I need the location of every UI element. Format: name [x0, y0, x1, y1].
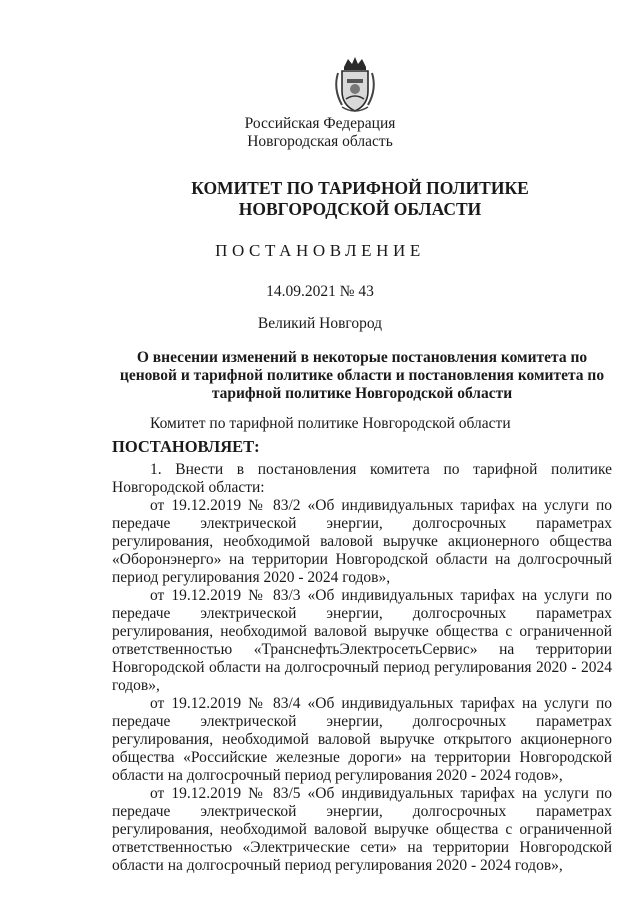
paragraph-1: 1. Внести в постановления комитета по тарифной политике Новгородской области: [112, 461, 612, 496]
decree-word: ПОСТАНОВЛЯЕТ: [112, 437, 260, 456]
document-type: ПОСТАНОВЛЕНИЕ [215, 241, 425, 260]
country-line: Российская Федерация [244, 115, 396, 132]
coat-of-arms-icon [330, 55, 380, 115]
city: Великий Новгород [257, 315, 383, 332]
paragraph-2: от 19.12.2019 № 83/2 «Об индивидуальных тарифах на услуги по передаче электрической энергии, долгосрочных параметрах регулирования, необходимой валовой выручке акционерного общества «Оборонэнерго» на территории Новгородской области на долгосрочный период регулирования 2020 - 2024 годов», [112, 497, 612, 586]
date-number: 14.09.2021 № 43 [266, 283, 374, 300]
paragraph-3: от 19.12.2019 № 83/3 «Об индивидуальных тарифах на услуги по передаче электрической энергии, долгосрочных параметрах регулирования, необходимой валовой выручке общества с ограниченной ответственностью «ТранснефтьЭлектросетьСервис» на территории Новгородской области на долгосрочный период регулирования 2020 - 2024 годов», [112, 587, 612, 694]
subject-title: О внесении изменений в некоторые постановления комитета по ценовой и тарифной политике области и постановления комитета по тарифной политике Новгородской области [119, 349, 605, 402]
document-body [112, 461, 612, 875]
paragraph-4: от 19.12.2019 № 83/4 «Об индивидуальных тарифах на услуги по передаче электрической энергии, долгосрочных параметрах регулирования, необходимой валовой выручке открытого акционерного общества «Российские железные дороги» на территории Новгородской области на долгосрочный период регулирования 2020 - 2024 годов», [112, 695, 612, 784]
paragraph-5: от 19.12.2019 № 83/5 «Об индивидуальных тарифах на услуги по передаче электрической энергии, долгосрочных параметрах регулирования, необходимой валовой выручке общества с ограниченной ответственностью «Электрические сети» на территории Новгородской области на долгосрочный период регулирования 2020 - 2024 годов», [112, 785, 612, 874]
region-line: Новгородская область [247, 133, 393, 150]
preamble: Комитет по тарифной политике Новгородской области [150, 415, 511, 432]
committee-title: КОМИТЕТ ПО ТАРИФНОЙ ПОЛИТИКЕ НОВГОРОДСКОЙ ОБЛАСТИ [191, 178, 529, 219]
